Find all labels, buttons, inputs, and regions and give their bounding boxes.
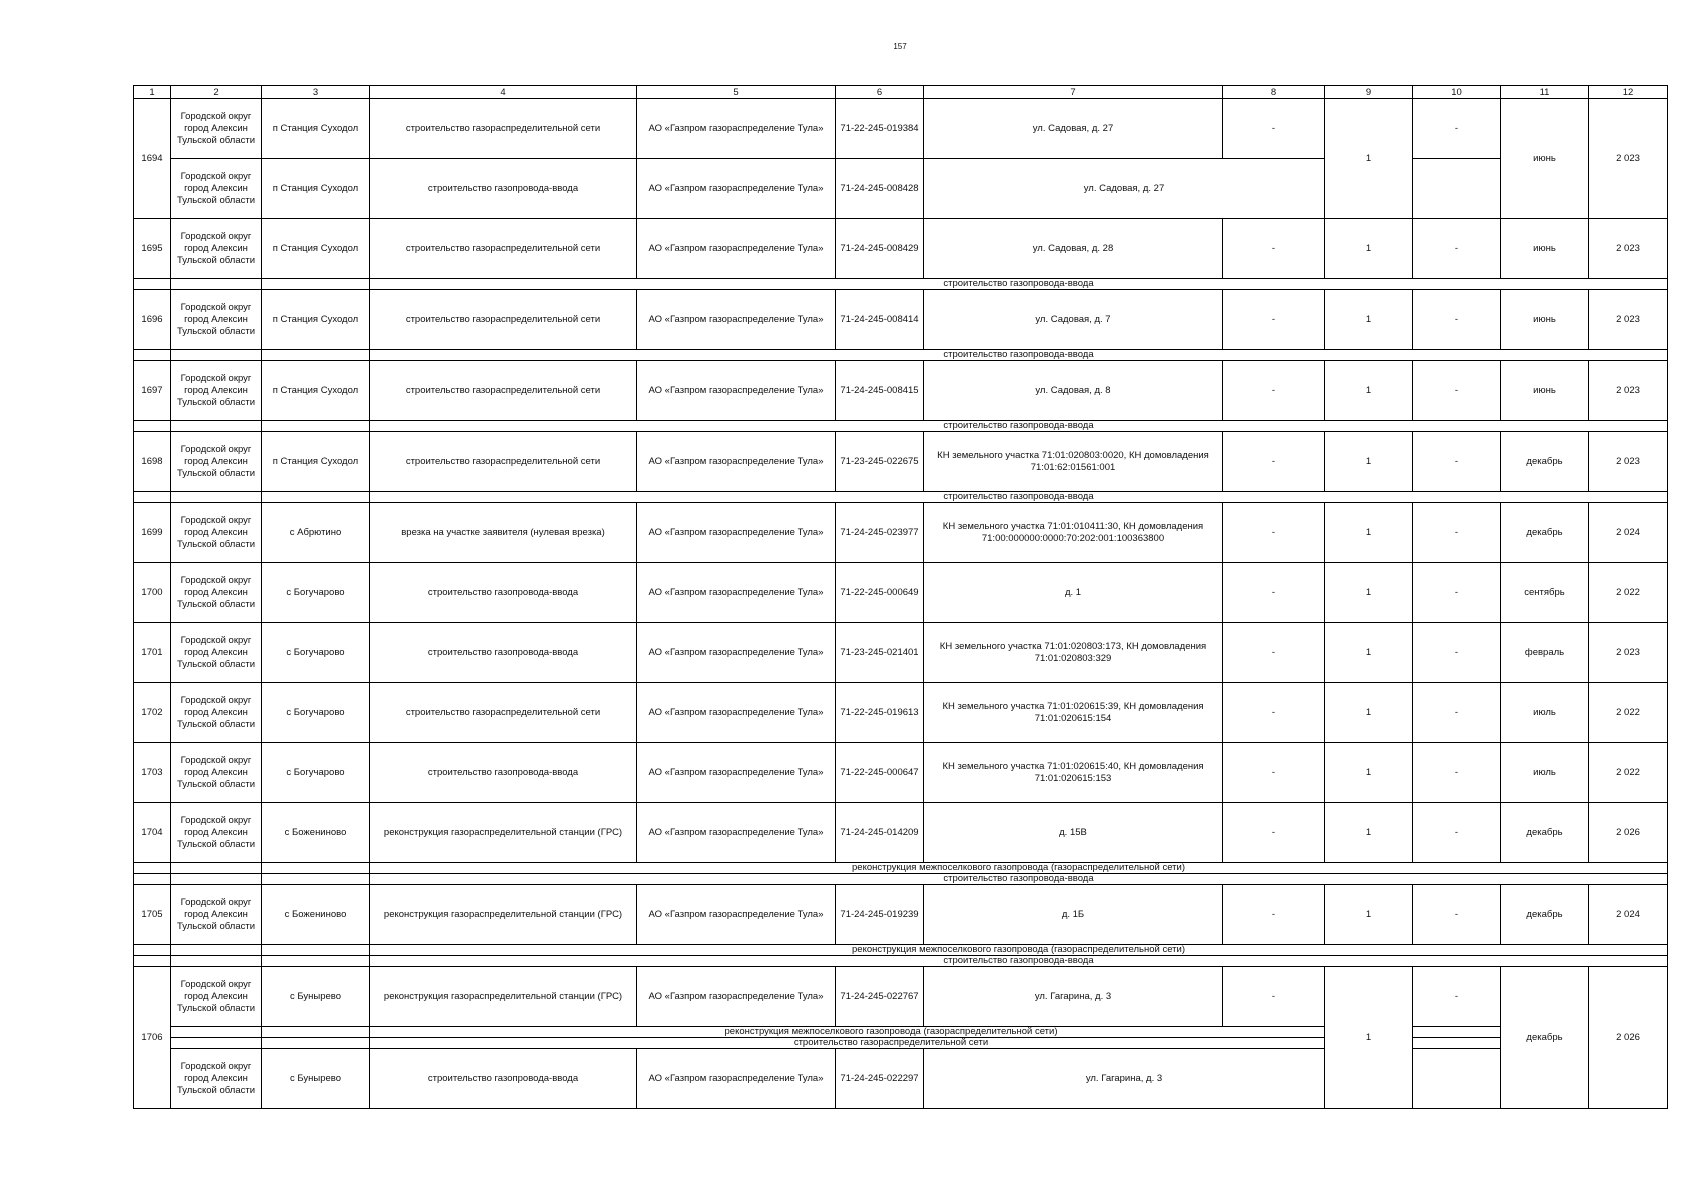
organization-cell: АО «Газпром газораспределение Тула» xyxy=(637,683,836,743)
table-row xyxy=(134,503,1668,563)
application-number-cell: 71-23-245-022675 xyxy=(836,432,924,492)
application-number-cell: 71-22-245-000647 xyxy=(836,743,924,803)
municipality-cell: Городской округ город Алексин Тульской области xyxy=(171,219,262,279)
col8-cell: - xyxy=(1223,503,1325,563)
work-type-cell: реконструкция газораспределительной станции (ГРС) xyxy=(370,967,637,1027)
organization-cell: АО «Газпром газораспределение Тула» xyxy=(637,967,836,1027)
table-row xyxy=(134,885,1668,945)
page-number: 157 xyxy=(893,42,907,51)
month-cell: декабрь xyxy=(1501,432,1589,492)
year-cell: 2 023 xyxy=(1589,361,1668,421)
municipality-cell: Городской округ город Алексин Тульской области xyxy=(171,967,262,1027)
col9-cell: 1 xyxy=(1325,563,1413,623)
settlement-cell: п Станция Суходол xyxy=(262,290,370,350)
sub-work-row xyxy=(134,350,1668,361)
month-cell: июнь xyxy=(1501,99,1589,219)
col9-cell: 1 xyxy=(1325,99,1413,219)
work-type-cell: строительство газораспределительной сети xyxy=(370,290,637,350)
sub-work-row xyxy=(134,492,1668,503)
row-number: 1702 xyxy=(134,683,171,743)
col10-cell xyxy=(1413,159,1501,219)
table-row xyxy=(134,361,1668,421)
month-cell: декабрь xyxy=(1501,967,1589,1109)
work-type-cell: строительство газораспределительной сети xyxy=(370,361,637,421)
column-header: 3 xyxy=(262,86,370,99)
table-row xyxy=(134,683,1668,743)
organization-cell: АО «Газпром газораспределение Тула» xyxy=(637,290,836,350)
column-header: 7 xyxy=(924,86,1223,99)
settlement-cell: с Богучарово xyxy=(262,683,370,743)
col9-cell: 1 xyxy=(1325,967,1413,1109)
sub-work-row xyxy=(134,1038,1668,1049)
column-header: 9 xyxy=(1325,86,1413,99)
work-type-cell: реконструкция газораспределительной станции (ГРС) xyxy=(370,803,637,863)
organization-cell: АО «Газпром газораспределение Тула» xyxy=(637,1049,836,1109)
month-cell: июнь xyxy=(1501,219,1589,279)
organization-cell: АО «Газпром газораспределение Тула» xyxy=(637,803,836,863)
address-cell: ул. Садовая, д. 8 xyxy=(924,361,1223,421)
col9-cell: 1 xyxy=(1325,361,1413,421)
application-number-cell: 71-24-245-008429 xyxy=(836,219,924,279)
address-cell: ул. Садовая, д. 27 xyxy=(924,159,1325,219)
municipality-cell: Городской округ город Алексин Тульской области xyxy=(171,290,262,350)
col10-cell: - xyxy=(1413,503,1501,563)
col8-cell: - xyxy=(1223,99,1325,159)
address-cell: КН земельного участка 71:01:020803:173, КН домовладения 71:01:020803:329 xyxy=(924,623,1223,683)
month-cell: июль xyxy=(1501,683,1589,743)
municipality-cell: Городской округ город Алексин Тульской области xyxy=(171,563,262,623)
municipality-cell: Городской округ город Алексин Тульской области xyxy=(171,432,262,492)
row-number: 1701 xyxy=(134,623,171,683)
sub-work-row xyxy=(134,421,1668,432)
column-header: 10 xyxy=(1413,86,1501,99)
work-type-cell: строительство газопровода-ввода xyxy=(370,159,637,219)
settlement-cell: п Станция Суходол xyxy=(262,99,370,159)
col9-cell: 1 xyxy=(1325,503,1413,563)
row-number: 1695 xyxy=(134,219,171,279)
col10-cell: - xyxy=(1413,219,1501,279)
settlement-cell: п Станция Суходол xyxy=(262,432,370,492)
work-type-cell: строительство газораспределительной сети xyxy=(370,432,637,492)
month-cell: февраль xyxy=(1501,623,1589,683)
col9-cell: 1 xyxy=(1325,743,1413,803)
settlement-cell: с Богучарово xyxy=(262,743,370,803)
year-cell: 2 024 xyxy=(1589,503,1668,563)
col10-cell: - xyxy=(1413,563,1501,623)
work-type-cell: строительство газораспределительной сети xyxy=(370,219,637,279)
address-cell: КН земельного участка 71:01:020803:0020, КН домовладения 71:01:62:01561:001 xyxy=(924,432,1223,492)
application-number-cell: 71-24-245-023977 xyxy=(836,503,924,563)
application-number-cell: 71-23-245-021401 xyxy=(836,623,924,683)
col8-cell: - xyxy=(1223,885,1325,945)
sub-work-cell: строительство газораспределительной сети xyxy=(370,1038,1413,1049)
col9-cell: 1 xyxy=(1325,683,1413,743)
organization-cell: АО «Газпром газораспределение Тула» xyxy=(637,159,836,219)
row-number: 1703 xyxy=(134,743,171,803)
row-number: 1706 xyxy=(134,967,171,1109)
year-cell: 2 026 xyxy=(1589,967,1668,1109)
col9-cell: 1 xyxy=(1325,219,1413,279)
table-row xyxy=(134,563,1668,623)
row-number: 1698 xyxy=(134,432,171,492)
col9-cell: 1 xyxy=(1325,803,1413,863)
column-header: 6 xyxy=(836,86,924,99)
year-cell: 2 026 xyxy=(1589,803,1668,863)
municipality-cell: Городской округ город Алексин Тульской области xyxy=(171,99,262,159)
col8-cell: - xyxy=(1223,361,1325,421)
organization-cell: АО «Газпром газораспределение Тула» xyxy=(637,361,836,421)
address-cell: ул. Гагарина, д. 3 xyxy=(924,1049,1325,1109)
col10-cell xyxy=(1413,1049,1501,1109)
settlement-cell: п Станция Суходол xyxy=(262,159,370,219)
organization-cell: АО «Газпром газораспределение Тула» xyxy=(637,563,836,623)
year-cell: 2 023 xyxy=(1589,623,1668,683)
table-row xyxy=(134,159,1668,219)
col10-cell: - xyxy=(1413,623,1501,683)
sub-work-cell: строительство газопровода-ввода xyxy=(370,350,1668,361)
sub-work-cell: строительство газопровода-ввода xyxy=(370,492,1668,503)
sub-work-row xyxy=(134,863,1668,874)
col8-cell: - xyxy=(1223,623,1325,683)
application-number-cell: 71-22-245-019384 xyxy=(836,99,924,159)
settlement-cell: с Бунырево xyxy=(262,1049,370,1109)
application-number-cell: 71-24-245-008414 xyxy=(836,290,924,350)
settlement-cell: с Абрютино xyxy=(262,503,370,563)
col8-cell: - xyxy=(1223,803,1325,863)
month-cell: декабрь xyxy=(1501,803,1589,863)
settlement-cell: с Божениново xyxy=(262,885,370,945)
table-row xyxy=(134,99,1668,159)
organization-cell: АО «Газпром газораспределение Тула» xyxy=(637,99,836,159)
application-number-cell: 71-24-245-022767 xyxy=(836,967,924,1027)
sub-work-row xyxy=(134,945,1668,956)
sub-work-row xyxy=(134,874,1668,885)
col9-cell: 1 xyxy=(1325,623,1413,683)
application-number-cell: 71-24-245-019239 xyxy=(836,885,924,945)
col10-cell: - xyxy=(1413,885,1501,945)
municipality-cell: Городской округ город Алексин Тульской области xyxy=(171,1049,262,1109)
work-type-cell: врезка на участке заявителя (нулевая врезка) xyxy=(370,503,637,563)
col8-cell: - xyxy=(1223,219,1325,279)
column-header: 2 xyxy=(171,86,262,99)
sub-work-cell: реконструкция межпоселкового газопровода (газораспределительной сети) xyxy=(370,863,1668,874)
col10-cell: - xyxy=(1413,683,1501,743)
settlement-cell: п Станция Суходол xyxy=(262,219,370,279)
table-row xyxy=(134,1049,1668,1109)
work-type-cell: строительство газопровода-ввода xyxy=(370,1049,637,1109)
address-cell: ул. Садовая, д. 28 xyxy=(924,219,1223,279)
address-cell: ул. Гагарина, д. 3 xyxy=(924,967,1223,1027)
month-cell: декабрь xyxy=(1501,503,1589,563)
municipality-cell: Городской округ город Алексин Тульской области xyxy=(171,803,262,863)
sub-work-cell: строительство газопровода-ввода xyxy=(370,421,1668,432)
column-header: 8 xyxy=(1223,86,1325,99)
col9-cell: 1 xyxy=(1325,290,1413,350)
month-cell: июнь xyxy=(1501,361,1589,421)
application-number-cell: 71-22-245-019613 xyxy=(836,683,924,743)
address-cell: ул. Садовая, д. 7 xyxy=(924,290,1223,350)
year-cell: 2 023 xyxy=(1589,432,1668,492)
table-row xyxy=(134,219,1668,279)
address-cell: КН земельного участка 71:01:020615:40, КН домовладения 71:01:020615:153 xyxy=(924,743,1223,803)
application-number-cell: 71-24-245-022297 xyxy=(836,1049,924,1109)
col10-cell: - xyxy=(1413,432,1501,492)
settlement-cell: п Станция Суходол xyxy=(262,361,370,421)
column-header: 1 xyxy=(134,86,171,99)
column-header: 12 xyxy=(1589,86,1668,99)
settlement-cell: с Бунырево xyxy=(262,967,370,1027)
year-cell: 2 022 xyxy=(1589,743,1668,803)
year-cell: 2 024 xyxy=(1589,885,1668,945)
municipality-cell: Городской округ город Алексин Тульской области xyxy=(171,623,262,683)
address-cell: КН земельного участка 71:01:010411:30, КН домовладения 71:00:000000:0000:70:202:001:100363800 xyxy=(924,503,1223,563)
gasification-registry-table xyxy=(133,85,1668,1109)
row-number: 1705 xyxy=(134,885,171,945)
year-cell: 2 022 xyxy=(1589,683,1668,743)
organization-cell: АО «Газпром газораспределение Тула» xyxy=(637,503,836,563)
col8-cell: - xyxy=(1223,743,1325,803)
column-header: 11 xyxy=(1501,86,1589,99)
table-row xyxy=(134,743,1668,803)
col10-cell: - xyxy=(1413,361,1501,421)
col10-cell: - xyxy=(1413,99,1501,159)
col10-cell: - xyxy=(1413,743,1501,803)
month-cell: июнь xyxy=(1501,290,1589,350)
col10-cell: - xyxy=(1413,803,1501,863)
sub-work-cell: реконструкция межпоселкового газопровода (газораспределительной сети) xyxy=(370,1027,1413,1038)
year-cell: 2 023 xyxy=(1589,99,1668,219)
application-number-cell: 71-22-245-000649 xyxy=(836,563,924,623)
row-number: 1697 xyxy=(134,361,171,421)
month-cell: декабрь xyxy=(1501,885,1589,945)
work-type-cell: строительство газопровода-ввода xyxy=(370,743,637,803)
municipality-cell: Городской округ город Алексин Тульской области xyxy=(171,743,262,803)
municipality-cell: Городской округ город Алексин Тульской области xyxy=(171,159,262,219)
col8-cell: - xyxy=(1223,563,1325,623)
organization-cell: АО «Газпром газораспределение Тула» xyxy=(637,623,836,683)
settlement-cell: с Богучарово xyxy=(262,563,370,623)
sub-work-row xyxy=(134,279,1668,290)
sub-work-cell: реконструкция межпоселкового газопровода (газораспределительной сети) xyxy=(370,945,1668,956)
address-cell: д. 1Б xyxy=(924,885,1223,945)
sub-work-cell: строительство газопровода-ввода xyxy=(370,956,1668,967)
table-row xyxy=(134,967,1668,1027)
row-number: 1696 xyxy=(134,290,171,350)
table-row xyxy=(134,623,1668,683)
table-row xyxy=(134,803,1668,863)
sub-work-row xyxy=(134,956,1668,967)
table-row xyxy=(134,290,1668,350)
year-cell: 2 023 xyxy=(1589,219,1668,279)
work-type-cell: строительство газораспределительной сети xyxy=(370,99,637,159)
row-number: 1704 xyxy=(134,803,171,863)
application-number-cell: 71-24-245-008428 xyxy=(836,159,924,219)
work-type-cell: реконструкция газораспределительной станции (ГРС) xyxy=(370,885,637,945)
col10-cell: - xyxy=(1413,967,1501,1027)
month-cell: июль xyxy=(1501,743,1589,803)
col9-cell: 1 xyxy=(1325,885,1413,945)
organization-cell: АО «Газпром газораспределение Тула» xyxy=(637,743,836,803)
row-number: 1699 xyxy=(134,503,171,563)
column-header: 5 xyxy=(637,86,836,99)
application-number-cell: 71-24-245-014209 xyxy=(836,803,924,863)
organization-cell: АО «Газпром газораспределение Тула» xyxy=(637,219,836,279)
work-type-cell: строительство газопровода-ввода xyxy=(370,563,637,623)
column-header: 4 xyxy=(370,86,637,99)
row-number: 1694 xyxy=(134,99,171,219)
address-cell: д. 1 xyxy=(924,563,1223,623)
work-type-cell: строительство газораспределительной сети xyxy=(370,683,637,743)
organization-cell: АО «Газпром газораспределение Тула» xyxy=(637,432,836,492)
municipality-cell: Городской округ город Алексин Тульской области xyxy=(171,503,262,563)
settlement-cell: с Божениново xyxy=(262,803,370,863)
col9-cell: 1 xyxy=(1325,432,1413,492)
sub-work-row xyxy=(134,1027,1668,1038)
col10-cell: - xyxy=(1413,290,1501,350)
sub-work-cell: строительство газопровода-ввода xyxy=(370,874,1668,885)
address-cell: КН земельного участка 71:01:020615:39, КН домовладения 71:01:020615:154 xyxy=(924,683,1223,743)
work-type-cell: строительство газопровода-ввода xyxy=(370,623,637,683)
application-number-cell: 71-24-245-008415 xyxy=(836,361,924,421)
column-number-header-row xyxy=(134,86,1668,99)
col8-cell: - xyxy=(1223,432,1325,492)
sub-work-cell: строительство газопровода-ввода xyxy=(370,279,1668,290)
organization-cell: АО «Газпром газораспределение Тула» xyxy=(637,885,836,945)
settlement-cell: с Богучарово xyxy=(262,623,370,683)
col8-cell: - xyxy=(1223,683,1325,743)
col8-cell: - xyxy=(1223,967,1325,1027)
address-cell: д. 15В xyxy=(924,803,1223,863)
municipality-cell: Городской округ город Алексин Тульской области xyxy=(171,361,262,421)
address-cell: ул. Садовая, д. 27 xyxy=(924,99,1223,159)
municipality-cell: Городской округ город Алексин Тульской области xyxy=(171,885,262,945)
row-number: 1700 xyxy=(134,563,171,623)
municipality-cell: Городской округ город Алексин Тульской области xyxy=(171,683,262,743)
col8-cell: - xyxy=(1223,290,1325,350)
table-row xyxy=(134,432,1668,492)
year-cell: 2 022 xyxy=(1589,563,1668,623)
year-cell: 2 023 xyxy=(1589,290,1668,350)
month-cell: сентябрь xyxy=(1501,563,1589,623)
